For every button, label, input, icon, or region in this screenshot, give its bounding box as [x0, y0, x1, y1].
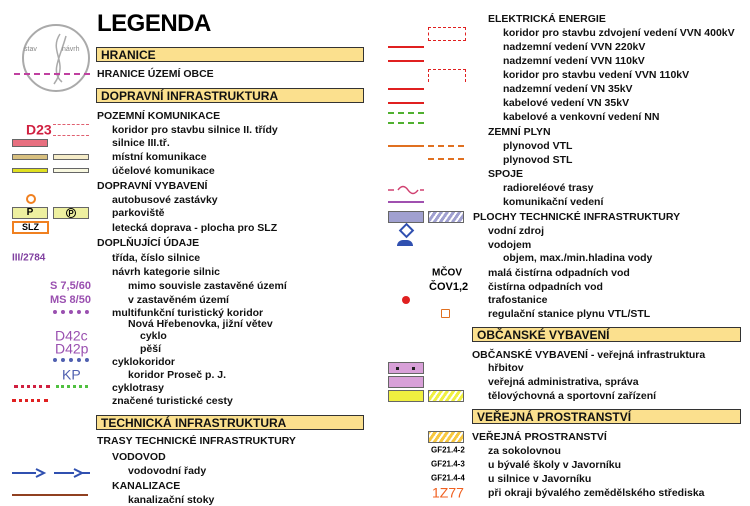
section-obcanske: OBČANSKÉ VYBAVENÍ — [472, 327, 741, 342]
legend-text: Nová Hřebenovka, jižní větev — [128, 318, 273, 330]
d23-label: D23 — [26, 121, 52, 138]
corridor-road-symbol — [53, 124, 89, 136]
cov-label: ČOV1,2 — [429, 280, 469, 293]
legend-text: autobusové zastávky — [112, 194, 218, 206]
parking-new-symbol — [53, 207, 89, 219]
slz-symbol: SLZ — [12, 221, 49, 234]
line-110kv-symbol — [388, 60, 424, 62]
gf-label: GF21.4-2 — [431, 445, 465, 455]
cross-icon — [412, 367, 415, 370]
transformer-icon — [402, 296, 410, 304]
parking-symbol: P — [12, 207, 48, 219]
parking-circle-icon: P — [66, 208, 76, 218]
legend-text: koridor Proseč p. J. — [128, 369, 227, 381]
tech-area-symbol — [388, 211, 424, 223]
boundary-line-symbol — [14, 73, 90, 75]
corridor-110kv-symbol — [428, 69, 466, 82]
legend-text: při okraji bývalého zemědělského střediska — [488, 487, 705, 499]
legend-text: vodovodní řady — [128, 465, 207, 477]
legend-text: účelové komunikace — [112, 165, 215, 177]
legend-text: malá čistírna odpadních vod — [488, 267, 630, 279]
road-iii-symbol — [12, 139, 48, 147]
cross-icon — [396, 367, 399, 370]
cyclo-corridor-symbol — [53, 358, 89, 362]
legend-text: regulační stanice plynu VTL/STL — [488, 308, 651, 320]
bus-stop-icon — [26, 194, 36, 204]
gas-vtl-new-symbol — [428, 145, 464, 147]
section-verejna: VEŘEJNÁ PROSTRANSTVÍ — [472, 409, 741, 424]
legend-text: OBČANSKÉ VYBAVENÍ - veřejná infrastruktura — [472, 349, 706, 361]
legend-title: LEGENDA — [97, 10, 211, 37]
purpose-road-new-symbol — [53, 168, 89, 173]
legend-text: kabelové a venkovní vedení NN — [503, 111, 660, 123]
legend-text: PLOCHY TECHNICKÉ INFRASTRUKTURY — [473, 211, 681, 223]
cable-35kv-symbol — [388, 102, 424, 104]
legend-text: parkoviště — [112, 207, 165, 219]
purpose-road-symbol — [12, 168, 48, 173]
legend-text: za sokolovnou — [488, 445, 561, 457]
section-hranice: HRANICE — [96, 47, 364, 62]
legend-text: koridor pro stavbu zdvojení vedení VVN 400kV — [503, 27, 735, 39]
legend-text: hřbitov — [488, 362, 524, 374]
water-main-symbol — [12, 465, 92, 483]
gas-stl-symbol — [428, 158, 464, 160]
legend-text: ELEKTRICKÁ ENERGIE — [488, 13, 606, 25]
legend-text: návrh kategorie silnic — [112, 266, 220, 278]
legend-text: pěší — [140, 343, 162, 355]
logo — [20, 22, 92, 99]
cyclo-route-symbol — [14, 385, 50, 388]
legend-text: veřejná administrativa, správa — [488, 376, 639, 388]
legend-text: radioreléové trasy — [503, 182, 594, 194]
gf-label: GF21.4-4 — [431, 473, 465, 483]
legend-text: značené turistické cesty — [112, 395, 233, 407]
gas-regulator-icon — [441, 309, 450, 318]
legend-text: tělovýchovná a sportovní zařízení — [488, 390, 657, 402]
legend-text: HRANICE ÚZEMÍ OBCE — [97, 68, 214, 80]
nn-line-symbol — [388, 112, 424, 124]
local-road-new-symbol — [53, 154, 89, 160]
category-ms-label: MS 8/50 — [50, 293, 91, 306]
legend-text: nadzemní vedení VN 35kV — [503, 83, 633, 95]
comm-line-symbol — [388, 201, 424, 203]
legend-text: koridor pro stavbu vedení VVN 110kV — [503, 69, 690, 81]
cyclo-route-new-symbol — [56, 385, 88, 388]
legend-text: TRASY TECHNICKÉ INFRASTRUKTURY — [97, 435, 296, 447]
water-source-icon — [399, 223, 415, 239]
kp-label: KP — [62, 366, 81, 383]
public-space-symbol — [428, 431, 464, 443]
legend-text: plynovod STL — [503, 154, 573, 166]
legend-text: DOPLŇUJÍCÍ ÚDAJE — [97, 237, 200, 249]
section-doprava: DOPRAVNÍ INFRASTRUKTURA — [96, 88, 364, 103]
logo-stav: stav — [24, 46, 37, 54]
road-number-label: III/2784 — [12, 252, 46, 264]
legend-text: kabelové vedení VN 35kV — [503, 97, 630, 109]
legend-text: u bývalé školy v Javorníku — [488, 459, 622, 471]
tourist-path-symbol — [12, 399, 48, 402]
legend-text: objem, max./min.hladina vody — [503, 252, 653, 264]
line-220kv-symbol — [388, 46, 424, 48]
radio-link-symbol — [388, 182, 424, 200]
legend-text: nadzemní vedení VVN 110kV — [503, 55, 645, 67]
legend-text: komunikační vedení — [503, 196, 604, 208]
legend-text: u silnice v Javorníku — [488, 473, 592, 485]
multifunction-corridor-symbol — [53, 310, 89, 314]
legend-text: vodní zdroj — [488, 225, 544, 237]
legend-text: multifunkční turistický koridor — [112, 307, 264, 319]
legend-text: silnice III.tř. — [112, 137, 170, 149]
legend-text: cyklokoridor — [112, 356, 176, 368]
cemetery-symbol — [388, 362, 424, 374]
gas-vtl-symbol — [388, 145, 424, 147]
legend-text: SPOJE — [488, 168, 524, 180]
legend-text: cyklo — [140, 330, 167, 342]
local-road-symbol — [12, 154, 48, 160]
corridor-400kv-symbol — [428, 27, 466, 41]
legend-text: koridor pro stavbu silnice II. třídy — [112, 124, 278, 136]
category-s-label: S 7,5/60 — [50, 279, 91, 292]
legend-text: VEŘEJNÁ PROSTRANSTVÍ — [472, 431, 607, 443]
legend-text: čistírna odpadních vod — [488, 281, 603, 293]
legend-text: DOPRAVNÍ VYBAVENÍ — [97, 180, 208, 192]
line-35kv-symbol — [388, 88, 424, 90]
legend-text: KANALIZACE — [112, 480, 181, 492]
d42c-label: D42c — [55, 327, 88, 344]
z77-label: 1Z77 — [432, 484, 464, 501]
legend-text: místní komunikace — [112, 151, 207, 163]
legend-text: mimo souvisle zastavěné území — [128, 280, 287, 292]
legend-text: POZEMNÍ KOMUNIKACE — [97, 110, 221, 122]
legend-text: cyklotrasy — [112, 382, 164, 394]
sport-new-symbol — [428, 390, 464, 402]
sewer-symbol — [12, 494, 88, 496]
legend-text: v zastavěném území — [128, 294, 229, 306]
legend-text: plynovod VTL — [503, 140, 573, 152]
tech-area-new-symbol — [428, 211, 464, 223]
legend-text: ZEMNÍ PLYN — [488, 126, 551, 138]
legend-text: vodojem — [488, 239, 532, 251]
d42p-label: D42p — [55, 340, 89, 357]
mcov-label: MČOV — [432, 267, 462, 279]
gf-label: GF21.4-3 — [431, 459, 465, 469]
legend-text: třída, číslo silnice — [112, 252, 201, 264]
administration-symbol — [388, 376, 424, 388]
section-technicka: TECHNICKÁ INFRASTRUKTURA — [96, 415, 364, 430]
water-tank-icon — [397, 240, 413, 246]
legend-text: letecká doprava - plocha pro SLZ — [112, 222, 278, 234]
sport-symbol — [388, 390, 424, 402]
legend-text: VODOVOD — [112, 451, 166, 463]
logo-navrh: návrh — [62, 46, 80, 54]
legend-text: kanalizační stoky — [128, 494, 215, 506]
legend-text: trafostanice — [488, 294, 548, 306]
legend-text: nadzemní vedení VVN 220kV — [503, 41, 646, 53]
